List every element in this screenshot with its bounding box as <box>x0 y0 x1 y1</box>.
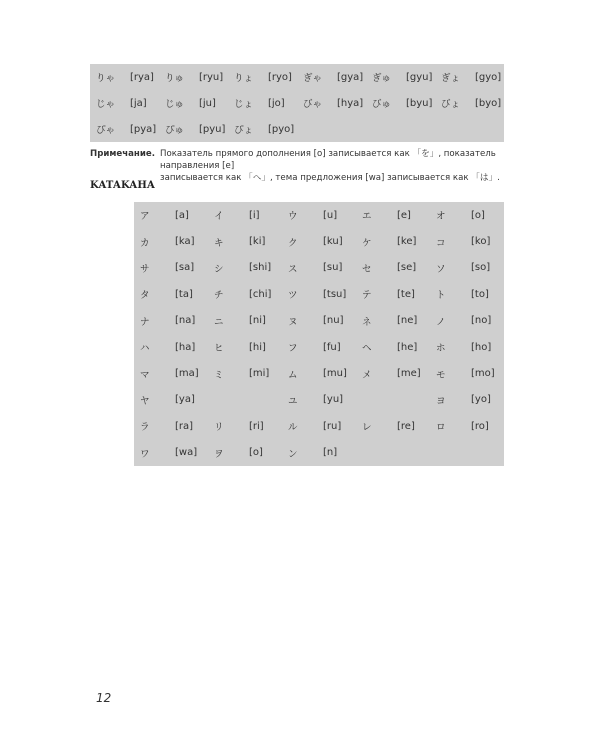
kana-cell <box>356 387 393 413</box>
kana-cell: ネ <box>362 316 372 328</box>
romaji-cell <box>393 440 430 466</box>
romaji-cell: [hi] <box>249 341 266 353</box>
romaji-cell: [ke] <box>397 236 417 248</box>
kana-cell: ウ <box>288 211 298 223</box>
romaji-cell: [chi] <box>249 288 272 300</box>
table-row <box>134 440 504 466</box>
kana-cell: りゅ <box>165 73 185 84</box>
kana-cell <box>297 116 333 142</box>
kana-cell: ラ <box>140 422 150 434</box>
romaji-cell: [n] <box>323 447 338 459</box>
romaji-cell: [pyo] <box>268 123 295 135</box>
kana-cell: チ <box>214 290 224 302</box>
romaji-cell <box>393 387 430 413</box>
kana-cell: ア <box>140 211 150 223</box>
kana-cell <box>208 387 245 413</box>
romaji-cell: [jo] <box>268 97 285 109</box>
romaji-cell: [ku] <box>323 236 343 248</box>
kana-cell: ぎゃ <box>303 73 323 84</box>
kana-cell: イ <box>214 211 224 223</box>
romaji-cell: [o] <box>249 447 263 459</box>
kana-cell: ヤ <box>140 395 150 407</box>
kana-cell <box>435 116 471 142</box>
romaji-cell: [te] <box>397 288 415 300</box>
table-row <box>134 360 504 386</box>
kana-cell: ム <box>288 369 298 381</box>
kana-cell: ぴゃ <box>96 125 116 136</box>
romaji-cell <box>471 116 504 142</box>
romaji-cell: [ryu] <box>199 71 224 83</box>
romaji-cell: [ne] <box>397 315 418 327</box>
kana-cell: じょ <box>234 99 254 110</box>
note-line-1: Показатель прямого дополнения [o] записывается как 「を」, показатель направления [e] <box>160 149 496 171</box>
romaji-cell: [byu] <box>406 97 433 109</box>
romaji-cell: [rya] <box>130 71 154 83</box>
romaji-cell: [ryo] <box>268 71 292 83</box>
romaji-cell: [ma] <box>175 368 199 380</box>
table-row <box>90 90 504 116</box>
romaji-cell: [yo] <box>471 394 491 406</box>
note-line-2: записывается как 「へ」, тема предложения [wa] записывается как 「は」. <box>160 173 500 183</box>
romaji-cell: [mu] <box>323 368 347 380</box>
kana-cell <box>356 440 393 466</box>
page-number: 12 <box>96 691 112 705</box>
romaji-cell: [su] <box>323 262 343 274</box>
table-row <box>90 64 504 90</box>
kana-cell: ヨ <box>436 395 446 407</box>
kana-cell: ケ <box>362 237 372 249</box>
kana-cell: じゅ <box>165 99 185 110</box>
romaji-cell: [ko] <box>471 236 491 248</box>
kana-cell: ノ <box>436 316 446 328</box>
romaji-cell: [gyu] <box>406 71 433 83</box>
romaji-cell: [byo] <box>475 97 502 109</box>
note-text <box>160 148 510 184</box>
romaji-cell: [ri] <box>249 420 264 432</box>
romaji-cell: [ha] <box>175 341 196 353</box>
section-heading-katakana: KATAKAHA <box>90 180 156 191</box>
kana-cell: ヘ <box>362 343 372 355</box>
kana-cell: コ <box>436 237 446 249</box>
romaji-cell: [na] <box>175 315 196 327</box>
kana-cell: ぎゅ <box>372 73 392 84</box>
kana-cell: ニ <box>214 316 224 328</box>
kana-cell: レ <box>362 422 372 434</box>
romaji-cell: [i] <box>249 209 260 221</box>
romaji-cell: [no] <box>471 315 492 327</box>
romaji-cell: [ya] <box>175 394 195 406</box>
romaji-cell <box>402 116 435 142</box>
table-row <box>134 281 504 307</box>
kana-cell: ス <box>288 263 298 275</box>
kana-cell: モ <box>436 369 446 381</box>
romaji-cell: [to] <box>471 288 489 300</box>
romaji-cell: [hya] <box>337 97 364 109</box>
kana-cell: タ <box>140 290 150 302</box>
kana-cell: ソ <box>436 263 446 275</box>
kana-cell: ミ <box>214 369 224 381</box>
table-row <box>134 387 504 413</box>
kana-cell: びゅ <box>372 99 392 110</box>
romaji-cell: [re] <box>397 420 415 432</box>
romaji-cell <box>333 116 366 142</box>
kana-cell <box>366 116 402 142</box>
kana-cell: びょ <box>441 99 461 110</box>
kana-cell: テ <box>362 290 372 302</box>
table-row <box>134 413 504 439</box>
kana-cell: サ <box>140 263 150 275</box>
romaji-cell: [me] <box>397 368 421 380</box>
romaji-cell <box>245 387 282 413</box>
katakana-table <box>134 202 504 466</box>
hiragana-combinations-table <box>90 64 504 142</box>
romaji-cell: [ki] <box>249 236 266 248</box>
romaji-cell: [se] <box>397 262 417 274</box>
romaji-cell: [shi] <box>249 262 272 274</box>
kana-cell: ル <box>288 422 298 434</box>
table-row <box>134 202 504 228</box>
kana-cell: ヒ <box>214 343 224 355</box>
romaji-cell: [ni] <box>249 315 266 327</box>
kana-cell: ロ <box>436 422 446 434</box>
kana-cell: マ <box>140 369 150 381</box>
romaji-cell: [pya] <box>130 123 157 135</box>
kana-cell: メ <box>362 369 372 381</box>
kana-cell: セ <box>362 263 372 275</box>
romaji-cell: [nu] <box>323 315 344 327</box>
kana-cell: じゃ <box>96 99 116 110</box>
kana-cell: ワ <box>140 448 150 460</box>
romaji-cell: [u] <box>323 209 338 221</box>
romaji-cell: [mi] <box>249 368 270 380</box>
romaji-cell: [e] <box>397 209 411 221</box>
kana-cell: リ <box>214 422 224 434</box>
romaji-cell: [ra] <box>175 420 194 432</box>
kana-cell: ナ <box>140 316 150 328</box>
kana-cell: ぴゅ <box>165 125 185 136</box>
kana-cell: ト <box>436 290 446 302</box>
table-row <box>134 308 504 334</box>
kana-cell <box>430 440 467 466</box>
table-row <box>134 334 504 360</box>
kana-cell: シ <box>214 263 224 275</box>
romaji-cell: [he] <box>397 341 418 353</box>
kana-cell: ヌ <box>288 316 298 328</box>
kana-cell: ホ <box>436 343 446 355</box>
romaji-cell: [a] <box>175 209 189 221</box>
romaji-cell: [ja] <box>130 97 147 109</box>
kana-cell: びゃ <box>303 99 323 110</box>
kana-cell: りょ <box>234 73 254 84</box>
kana-cell: フ <box>288 343 298 355</box>
romaji-cell: [gyo] <box>475 71 502 83</box>
kana-cell: オ <box>436 211 446 223</box>
romaji-cell: [ju] <box>199 97 216 109</box>
romaji-cell: [ru] <box>323 420 342 432</box>
romaji-cell: [ta] <box>175 288 193 300</box>
romaji-cell: [sa] <box>175 262 195 274</box>
table-row <box>134 255 504 281</box>
kana-cell: ぎょ <box>441 73 461 84</box>
romaji-cell: [ro] <box>471 420 489 432</box>
romaji-cell: [mo] <box>471 368 495 380</box>
romaji-cell: [fu] <box>323 341 341 353</box>
table-row <box>90 116 504 142</box>
kana-cell: エ <box>362 211 372 223</box>
romaji-cell: [tsu] <box>323 288 347 300</box>
table-row <box>134 228 504 254</box>
romaji-cell: [yu] <box>323 394 344 406</box>
romaji-cell: [ho] <box>471 341 492 353</box>
romaji-cell: [ka] <box>175 236 195 248</box>
romaji-cell <box>467 440 504 466</box>
kana-cell: ぴょ <box>234 125 254 136</box>
note-label: Примечание. <box>90 149 155 159</box>
kana-cell: ツ <box>288 290 298 302</box>
romaji-cell: [so] <box>471 262 491 274</box>
romaji-cell: [o] <box>471 209 485 221</box>
kana-cell: カ <box>140 237 150 249</box>
kana-cell: ン <box>288 448 298 460</box>
kana-cell: ユ <box>288 395 298 407</box>
kana-cell: りゃ <box>96 73 116 84</box>
romaji-cell: [wa] <box>175 447 198 459</box>
kana-cell: ヲ <box>214 448 224 460</box>
romaji-cell: [pyu] <box>199 123 226 135</box>
kana-cell: ハ <box>140 343 150 355</box>
romaji-cell: [gya] <box>337 71 364 83</box>
kana-cell: キ <box>214 237 224 249</box>
kana-cell: ク <box>288 237 298 249</box>
